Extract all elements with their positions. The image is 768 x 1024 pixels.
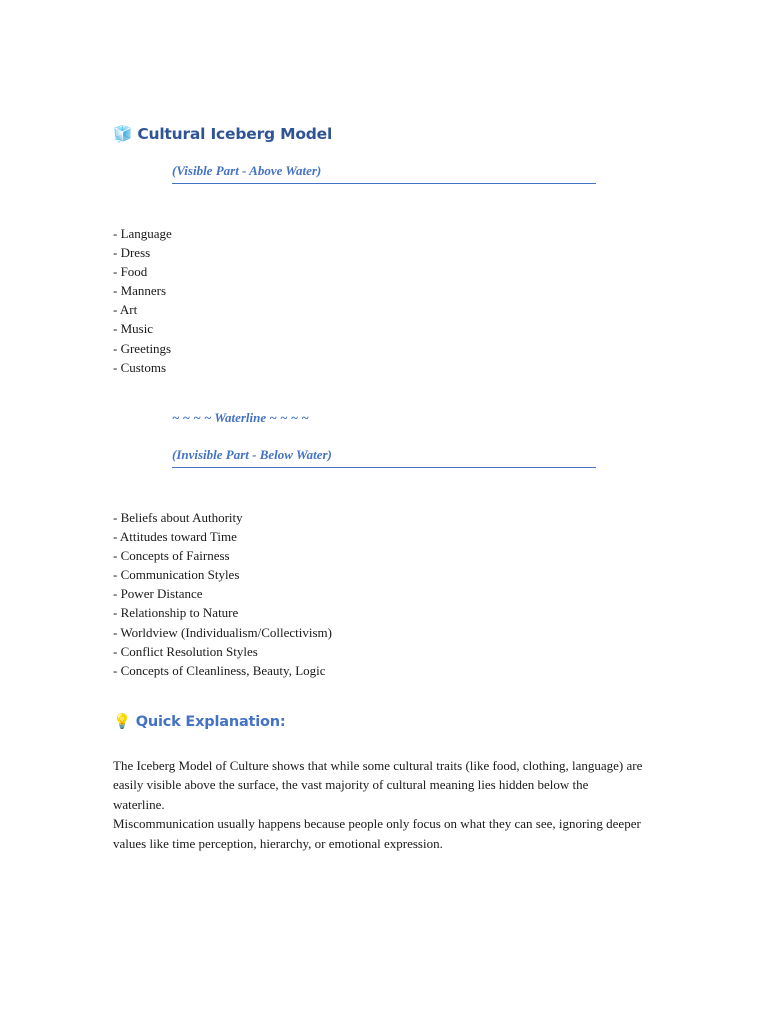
explanation-paragraph: The Iceberg Model of Culture shows that while some cultural traits (like food, clothing, language) are easily visible above the surface, the vast majority of cultural meaning lies hidden below the waterline. (113, 758, 643, 812)
invisible-items-list (113, 508, 332, 680)
list-item: - Relationship to Nature (113, 605, 239, 621)
waterline-label: ~ ~ ~ ~ Waterline ~ ~ ~ ~ (172, 410, 309, 425)
list-item: - Communication Styles (113, 567, 240, 583)
list-item: - Beliefs about Authority (113, 510, 243, 525)
list-item: - Dress (113, 245, 151, 261)
iceberg-icon: 🧊 (113, 125, 133, 143)
list-item: - Attitudes toward Time (113, 529, 237, 545)
list-item: - Worldview (Individualism/Collectivism) (113, 624, 332, 640)
list-item: - Concepts of Cleanliness, Beauty, Logic (113, 662, 326, 678)
explanation-paragraph: Miscommunication usually happens because people only focus on what they can see, ignoring deeper values like time perception, hierarchy, or emotional expression. (113, 816, 641, 851)
list-item: - Power Distance (113, 586, 203, 602)
page-title (113, 125, 332, 143)
list-item: - Customs (113, 359, 167, 375)
lightbulb-icon: 💡 (113, 714, 131, 730)
explanation-body (113, 756, 643, 853)
visible-items-list (113, 224, 172, 377)
list-item: - Concepts of Fairness (113, 548, 230, 564)
visible-part-label: (Visible Part - Above Water) (172, 163, 596, 184)
list-item: - Art (113, 302, 138, 318)
explanation-heading-text: Quick Explanation: (135, 714, 286, 730)
explanation-heading (113, 713, 286, 730)
list-item: - Greetings (113, 340, 172, 356)
list-item: - Music (113, 321, 154, 337)
list-item: - Language (113, 226, 172, 241)
invisible-part-label: (Invisible Part - Below Water) (172, 447, 596, 468)
list-item: - Conflict Resolution Styles (113, 643, 258, 659)
list-item: - Food (113, 264, 148, 280)
page-title-text: Cultural Iceberg Model (137, 125, 333, 143)
list-item: - Manners (113, 283, 167, 299)
